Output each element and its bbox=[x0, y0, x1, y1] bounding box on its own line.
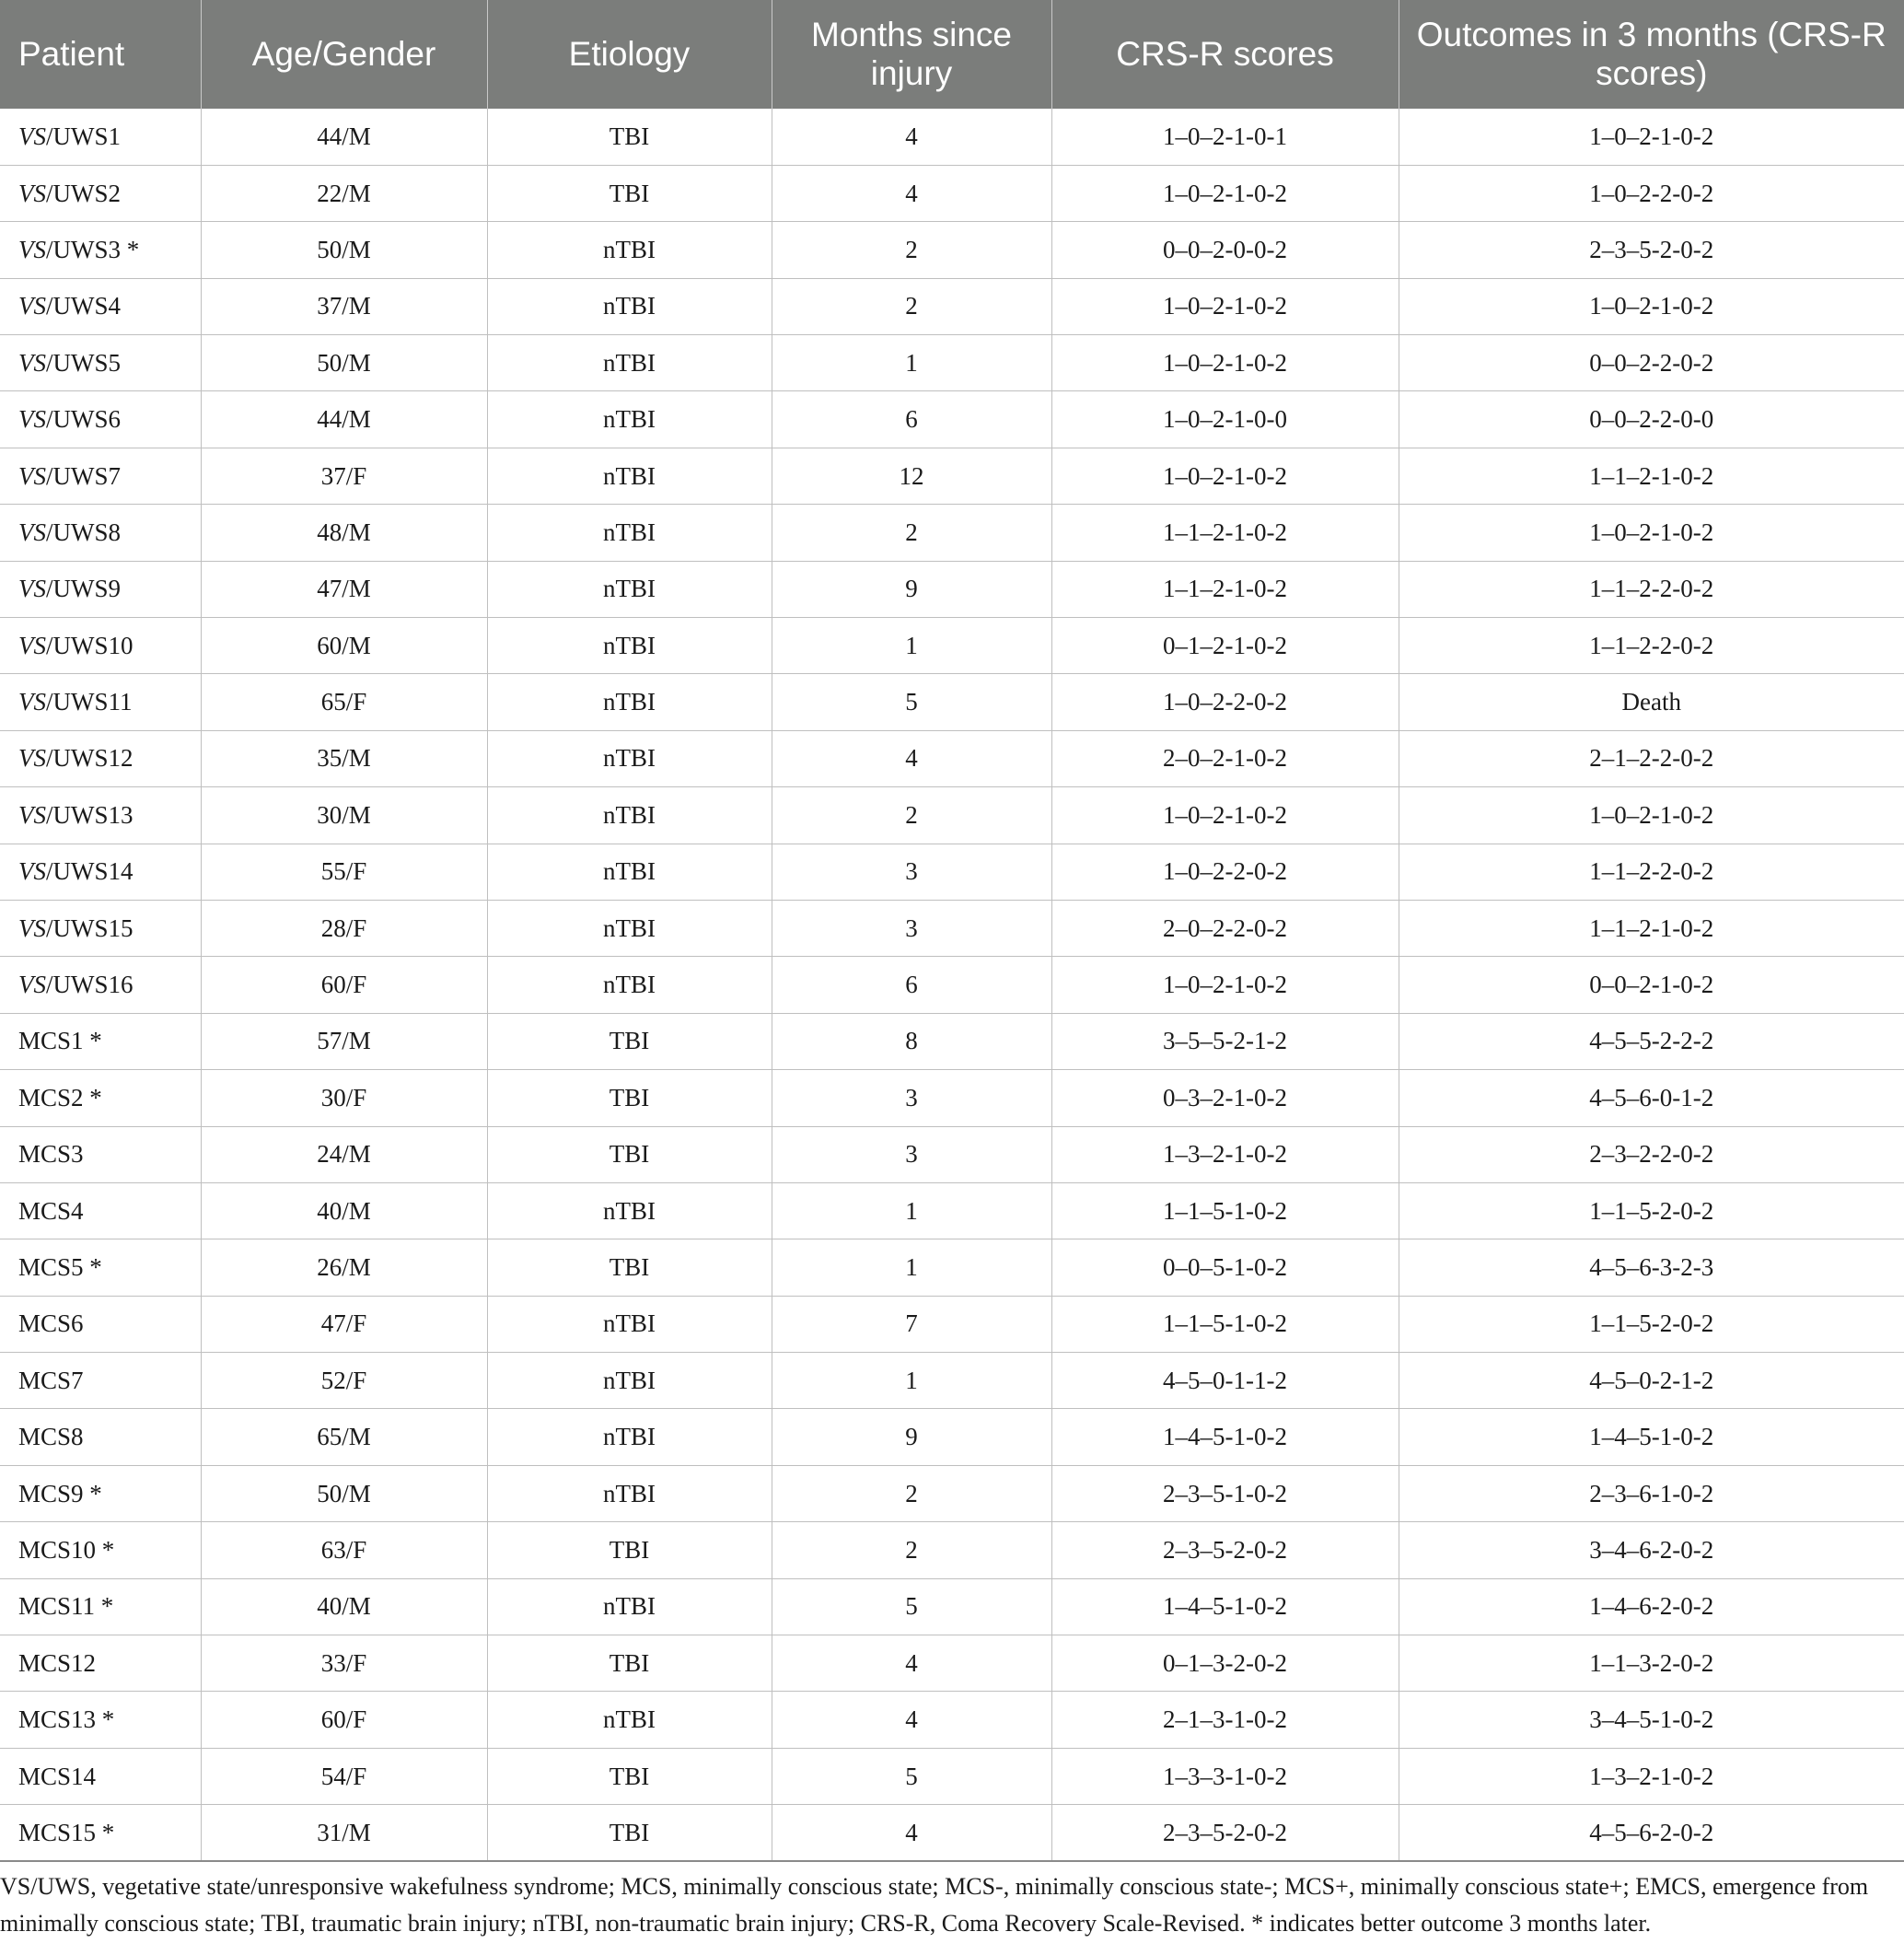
etiology-cell: TBI bbox=[487, 1013, 772, 1069]
table-row bbox=[0, 1522, 1904, 1578]
etiology-cell: nTBI bbox=[487, 1182, 772, 1239]
crs-r-cell: 1–1–2-1-0-2 bbox=[1051, 505, 1399, 561]
outcome-cell: 1–1–2-2-0-2 bbox=[1399, 561, 1904, 617]
etiology-cell: TBI bbox=[487, 1522, 772, 1578]
patient-cell bbox=[0, 505, 201, 561]
etiology-cell: nTBI bbox=[487, 1465, 772, 1521]
outcome-cell: 4–5–6-3-2-3 bbox=[1399, 1239, 1904, 1296]
months-cell: 4 bbox=[772, 1692, 1051, 1748]
etiology-cell: nTBI bbox=[487, 1578, 772, 1635]
outcome-cell: 1–0–2-1-0-2 bbox=[1399, 109, 1904, 165]
crs-r-cell: 0–0–2-0-0-2 bbox=[1051, 222, 1399, 278]
outcome-cell: 1–0–2-1-0-2 bbox=[1399, 505, 1904, 561]
months-cell: 2 bbox=[772, 222, 1051, 278]
crs-r-cell: 2–3–5-2-0-2 bbox=[1051, 1522, 1399, 1578]
table-row bbox=[0, 1805, 1904, 1861]
patient-cell bbox=[0, 900, 201, 956]
age-gender-cell: 26/M bbox=[201, 1239, 487, 1296]
patient-prefix: VS bbox=[18, 631, 46, 659]
age-gender-cell: 63/F bbox=[201, 1522, 487, 1578]
patient-id: /UWS3 * bbox=[46, 235, 140, 263]
patient-prefix: VS bbox=[18, 971, 46, 999]
crs-r-cell: 2–0–2-1-0-2 bbox=[1051, 730, 1399, 786]
patient-id: MCS11 * bbox=[18, 1592, 114, 1621]
patient-prefix: VS bbox=[18, 122, 46, 150]
etiology-cell: TBI bbox=[487, 165, 772, 221]
patient-cell bbox=[0, 109, 201, 165]
crs-r-cell: 0–1–3-2-0-2 bbox=[1051, 1635, 1399, 1692]
table-row bbox=[0, 561, 1904, 617]
age-gender-cell: 31/M bbox=[201, 1805, 487, 1861]
age-gender-cell: 54/F bbox=[201, 1748, 487, 1804]
table-row bbox=[0, 1465, 1904, 1521]
crs-r-cell: 0–0–5-1-0-2 bbox=[1051, 1239, 1399, 1296]
patient-cell bbox=[0, 1353, 201, 1409]
etiology-cell: TBI bbox=[487, 1070, 772, 1126]
outcome-cell: 2–3–6-1-0-2 bbox=[1399, 1465, 1904, 1521]
table-row bbox=[0, 1353, 1904, 1409]
patient-prefix: VS bbox=[18, 744, 46, 773]
patient-cell bbox=[0, 222, 201, 278]
months-cell: 2 bbox=[772, 787, 1051, 844]
patient-id: MCS8 bbox=[18, 1423, 84, 1451]
table-row bbox=[0, 1635, 1904, 1692]
etiology-cell: nTBI bbox=[487, 1353, 772, 1409]
age-gender-cell: 37/M bbox=[201, 278, 487, 334]
crs-r-cell: 1–0–2-1-0-2 bbox=[1051, 957, 1399, 1013]
etiology-cell: nTBI bbox=[487, 222, 772, 278]
crs-r-cell: 3–5–5-2-1-2 bbox=[1051, 1013, 1399, 1069]
crs-r-cell: 1–1–2-1-0-2 bbox=[1051, 561, 1399, 617]
patient-id: MCS15 * bbox=[18, 1818, 115, 1846]
age-gender-cell: 28/F bbox=[201, 900, 487, 956]
months-cell: 3 bbox=[772, 900, 1051, 956]
table-row bbox=[0, 900, 1904, 956]
patient-cell bbox=[0, 1522, 201, 1578]
months-cell: 5 bbox=[772, 674, 1051, 730]
patient-id: /UWS2 bbox=[46, 179, 121, 207]
patient-cell bbox=[0, 1692, 201, 1748]
patient-cell bbox=[0, 561, 201, 617]
crs-r-cell: 1–4–5-1-0-2 bbox=[1051, 1578, 1399, 1635]
patient-id: /UWS12 bbox=[46, 744, 134, 773]
age-gender-cell: 30/F bbox=[201, 1070, 487, 1126]
etiology-cell: nTBI bbox=[487, 448, 772, 504]
crs-r-cell: 1–0–2-2-0-2 bbox=[1051, 674, 1399, 730]
outcome-cell: 4–5–6-0-1-2 bbox=[1399, 1070, 1904, 1126]
crs-r-cell: 1–0–2-1-0-1 bbox=[1051, 109, 1399, 165]
months-cell: 3 bbox=[772, 1070, 1051, 1126]
patient-id: MCS6 bbox=[18, 1309, 84, 1338]
patient-cell bbox=[0, 1126, 201, 1182]
patient-prefix: VS bbox=[18, 348, 46, 377]
patient-cell bbox=[0, 335, 201, 391]
crs-r-cell: 0–3–2-1-0-2 bbox=[1051, 1070, 1399, 1126]
patient-id: MCS10 * bbox=[18, 1535, 115, 1564]
etiology-cell: nTBI bbox=[487, 957, 772, 1013]
table-row bbox=[0, 165, 1904, 221]
patient-id: /UWS11 bbox=[46, 688, 133, 716]
table-row bbox=[0, 844, 1904, 900]
months-cell: 9 bbox=[772, 1409, 1051, 1465]
crs-r-cell: 1–0–2-1-0-0 bbox=[1051, 391, 1399, 448]
etiology-cell: TBI bbox=[487, 1126, 772, 1182]
table-row bbox=[0, 222, 1904, 278]
etiology-cell: nTBI bbox=[487, 278, 772, 334]
months-cell: 3 bbox=[772, 1126, 1051, 1182]
patient-id: /UWS15 bbox=[46, 913, 134, 942]
crs-r-cell: 1–0–2-1-0-2 bbox=[1051, 448, 1399, 504]
header-etiology: Etiology bbox=[487, 0, 772, 109]
table-body bbox=[0, 109, 1904, 1861]
patient-id: MCS14 bbox=[18, 1762, 97, 1790]
crs-r-cell: 4–5–0-1-1-2 bbox=[1051, 1353, 1399, 1409]
patient-cell bbox=[0, 1239, 201, 1296]
age-gender-cell: 65/M bbox=[201, 1409, 487, 1465]
patient-cell bbox=[0, 844, 201, 900]
patient-id: MCS9 * bbox=[18, 1479, 102, 1507]
outcome-cell: 1–0–2-2-0-2 bbox=[1399, 165, 1904, 221]
months-cell: 1 bbox=[772, 1182, 1051, 1239]
outcome-cell: 0–0–2-1-0-2 bbox=[1399, 957, 1904, 1013]
etiology-cell: nTBI bbox=[487, 1296, 772, 1352]
table-row bbox=[0, 278, 1904, 334]
patient-prefix: VS bbox=[18, 857, 46, 886]
patient-prefix: VS bbox=[18, 461, 46, 490]
patient-id: /UWS1 bbox=[46, 122, 121, 150]
header-crs-r-scores: CRS-R scores bbox=[1051, 0, 1399, 109]
patient-id: MCS12 bbox=[18, 1648, 97, 1677]
patient-cell bbox=[0, 787, 201, 844]
age-gender-cell: 44/M bbox=[201, 391, 487, 448]
patient-cell bbox=[0, 1635, 201, 1692]
patient-cell bbox=[0, 674, 201, 730]
crs-r-cell: 1–3–2-1-0-2 bbox=[1051, 1126, 1399, 1182]
etiology-cell: TBI bbox=[487, 1635, 772, 1692]
table-row bbox=[0, 1182, 1904, 1239]
months-cell: 12 bbox=[772, 448, 1051, 504]
crs-r-cell: 1–0–2-1-0-2 bbox=[1051, 165, 1399, 221]
months-cell: 4 bbox=[772, 730, 1051, 786]
etiology-cell: nTBI bbox=[487, 505, 772, 561]
patient-id: MCS1 * bbox=[18, 1027, 102, 1055]
patient-id: /UWS9 bbox=[46, 575, 121, 603]
patient-prefix: VS bbox=[18, 575, 46, 603]
etiology-cell: nTBI bbox=[487, 844, 772, 900]
patient-id: /UWS5 bbox=[46, 348, 121, 377]
table-row bbox=[0, 448, 1904, 504]
outcome-cell: 1–1–5-2-0-2 bbox=[1399, 1296, 1904, 1352]
age-gender-cell: 44/M bbox=[201, 109, 487, 165]
patient-cell bbox=[0, 957, 201, 1013]
table-row bbox=[0, 1692, 1904, 1748]
patient-id: /UWS6 bbox=[46, 405, 121, 434]
crs-r-cell: 2–0–2-2-0-2 bbox=[1051, 900, 1399, 956]
outcome-cell: 1–1–3-2-0-2 bbox=[1399, 1635, 1904, 1692]
etiology-cell: TBI bbox=[487, 1748, 772, 1804]
months-cell: 1 bbox=[772, 335, 1051, 391]
patient-cell bbox=[0, 448, 201, 504]
etiology-cell: nTBI bbox=[487, 1692, 772, 1748]
outcome-cell: 0–0–2-2-0-2 bbox=[1399, 335, 1904, 391]
patient-cell bbox=[0, 1578, 201, 1635]
table-row bbox=[0, 1578, 1904, 1635]
patient-cell bbox=[0, 618, 201, 674]
header-months-since-injury: Months since injury bbox=[772, 0, 1051, 109]
age-gender-cell: 50/M bbox=[201, 222, 487, 278]
outcome-cell: 1–1–2-2-0-2 bbox=[1399, 844, 1904, 900]
patient-id: MCS7 bbox=[18, 1366, 84, 1394]
age-gender-cell: 47/M bbox=[201, 561, 487, 617]
months-cell: 1 bbox=[772, 618, 1051, 674]
outcome-cell: 1–0–2-1-0-2 bbox=[1399, 787, 1904, 844]
months-cell: 3 bbox=[772, 844, 1051, 900]
patient-prefix: VS bbox=[18, 179, 46, 207]
etiology-cell: TBI bbox=[487, 1805, 772, 1861]
outcome-cell: 1–0–2-1-0-2 bbox=[1399, 278, 1904, 334]
age-gender-cell: 60/F bbox=[201, 1692, 487, 1748]
crs-r-cell: 1–0–2-1-0-2 bbox=[1051, 787, 1399, 844]
patient-cell bbox=[0, 391, 201, 448]
patient-cell bbox=[0, 1070, 201, 1126]
table-header-row bbox=[0, 0, 1904, 109]
table-row bbox=[0, 1748, 1904, 1804]
outcome-cell: 1–4–5-1-0-2 bbox=[1399, 1409, 1904, 1465]
months-cell: 9 bbox=[772, 561, 1051, 617]
etiology-cell: nTBI bbox=[487, 730, 772, 786]
patient-cell bbox=[0, 1465, 201, 1521]
age-gender-cell: 48/M bbox=[201, 505, 487, 561]
patient-id: /UWS14 bbox=[46, 857, 134, 886]
outcome-cell: 0–0–2-2-0-0 bbox=[1399, 391, 1904, 448]
crs-r-cell: 1–0–2-2-0-2 bbox=[1051, 844, 1399, 900]
crs-r-cell: 2–1–3-1-0-2 bbox=[1051, 1692, 1399, 1748]
months-cell: 4 bbox=[772, 1635, 1051, 1692]
age-gender-cell: 35/M bbox=[201, 730, 487, 786]
months-cell: 1 bbox=[772, 1239, 1051, 1296]
age-gender-cell: 47/F bbox=[201, 1296, 487, 1352]
age-gender-cell: 60/F bbox=[201, 957, 487, 1013]
crs-r-cell: 1–3–3-1-0-2 bbox=[1051, 1748, 1399, 1804]
etiology-cell: nTBI bbox=[487, 391, 772, 448]
outcome-cell: 4–5–0-2-1-2 bbox=[1399, 1353, 1904, 1409]
patient-cell bbox=[0, 278, 201, 334]
crs-r-cell: 1–1–5-1-0-2 bbox=[1051, 1296, 1399, 1352]
patient-cell bbox=[0, 1182, 201, 1239]
months-cell: 6 bbox=[772, 391, 1051, 448]
months-cell: 5 bbox=[772, 1578, 1051, 1635]
age-gender-cell: 50/M bbox=[201, 1465, 487, 1521]
table-row bbox=[0, 730, 1904, 786]
age-gender-cell: 55/F bbox=[201, 844, 487, 900]
patient-id: /UWS13 bbox=[46, 800, 134, 829]
etiology-cell: nTBI bbox=[487, 561, 772, 617]
patient-id: MCS13 * bbox=[18, 1705, 115, 1734]
outcome-cell: 1–4–6-2-0-2 bbox=[1399, 1578, 1904, 1635]
outcome-cell: 1–1–2-1-0-2 bbox=[1399, 448, 1904, 504]
patient-prefix: VS bbox=[18, 292, 46, 320]
patient-id: /UWS10 bbox=[46, 631, 134, 659]
months-cell: 4 bbox=[772, 1805, 1051, 1861]
months-cell: 1 bbox=[772, 1353, 1051, 1409]
table-row bbox=[0, 787, 1904, 844]
table-row bbox=[0, 1070, 1904, 1126]
age-gender-cell: 65/F bbox=[201, 674, 487, 730]
table-row bbox=[0, 109, 1904, 165]
patient-prefix: VS bbox=[18, 688, 46, 716]
months-cell: 2 bbox=[772, 1522, 1051, 1578]
patient-id: MCS3 bbox=[18, 1140, 84, 1169]
months-cell: 2 bbox=[772, 505, 1051, 561]
crs-r-cell: 1–4–5-1-0-2 bbox=[1051, 1409, 1399, 1465]
header-outcomes: Outcomes in 3 months (CRS-R scores) bbox=[1399, 0, 1904, 109]
patient-prefix: VS bbox=[18, 405, 46, 434]
crs-r-cell: 2–3–5-2-0-2 bbox=[1051, 1805, 1399, 1861]
patient-cell bbox=[0, 1296, 201, 1352]
outcome-cell: 4–5–5-2-2-2 bbox=[1399, 1013, 1904, 1069]
patient-cell bbox=[0, 1805, 201, 1861]
outcome-cell: 2–3–2-2-0-2 bbox=[1399, 1126, 1904, 1182]
patient-id: MCS2 * bbox=[18, 1083, 102, 1111]
table-row bbox=[0, 505, 1904, 561]
header-patient: Patient bbox=[0, 0, 201, 109]
header-age-gender: Age/Gender bbox=[201, 0, 487, 109]
patient-prefix: VS bbox=[18, 800, 46, 829]
months-cell: 4 bbox=[772, 109, 1051, 165]
table-row bbox=[0, 1409, 1904, 1465]
outcome-cell: 1–1–2-1-0-2 bbox=[1399, 900, 1904, 956]
etiology-cell: TBI bbox=[487, 109, 772, 165]
patient-id: /UWS7 bbox=[46, 461, 121, 490]
etiology-cell: nTBI bbox=[487, 1409, 772, 1465]
age-gender-cell: 30/M bbox=[201, 787, 487, 844]
crs-r-cell: 1–1–5-1-0-2 bbox=[1051, 1182, 1399, 1239]
age-gender-cell: 33/F bbox=[201, 1635, 487, 1692]
etiology-cell: TBI bbox=[487, 1239, 772, 1296]
months-cell: 8 bbox=[772, 1013, 1051, 1069]
table-row bbox=[0, 1296, 1904, 1352]
age-gender-cell: 22/M bbox=[201, 165, 487, 221]
patient-id: /UWS8 bbox=[46, 518, 121, 546]
outcome-cell: 3–4–5-1-0-2 bbox=[1399, 1692, 1904, 1748]
patient-prefix: VS bbox=[18, 913, 46, 942]
table-row bbox=[0, 618, 1904, 674]
patient-cell bbox=[0, 165, 201, 221]
age-gender-cell: 24/M bbox=[201, 1126, 487, 1182]
etiology-cell: nTBI bbox=[487, 618, 772, 674]
outcome-cell: 1–1–5-2-0-2 bbox=[1399, 1182, 1904, 1239]
months-cell: 7 bbox=[772, 1296, 1051, 1352]
outcome-cell: 4–5–6-2-0-2 bbox=[1399, 1805, 1904, 1861]
outcome-cell: 1–3–2-1-0-2 bbox=[1399, 1748, 1904, 1804]
patient-cell bbox=[0, 1013, 201, 1069]
table-row bbox=[0, 1126, 1904, 1182]
age-gender-cell: 57/M bbox=[201, 1013, 487, 1069]
months-cell: 6 bbox=[772, 957, 1051, 1013]
months-cell: 4 bbox=[772, 165, 1051, 221]
table-row bbox=[0, 1013, 1904, 1069]
age-gender-cell: 37/F bbox=[201, 448, 487, 504]
outcome-cell: 2–3–5-2-0-2 bbox=[1399, 222, 1904, 278]
patient-cell bbox=[0, 1409, 201, 1465]
table-row bbox=[0, 674, 1904, 730]
etiology-cell: nTBI bbox=[487, 335, 772, 391]
etiology-cell: nTBI bbox=[487, 900, 772, 956]
patient-id: MCS5 * bbox=[18, 1253, 102, 1281]
etiology-cell: nTBI bbox=[487, 787, 772, 844]
outcome-cell: 3–4–6-2-0-2 bbox=[1399, 1522, 1904, 1578]
crs-r-cell: 1–0–2-1-0-2 bbox=[1051, 278, 1399, 334]
age-gender-cell: 40/M bbox=[201, 1182, 487, 1239]
etiology-cell: nTBI bbox=[487, 674, 772, 730]
age-gender-cell: 52/F bbox=[201, 1353, 487, 1409]
patient-id: MCS4 bbox=[18, 1196, 84, 1225]
months-cell: 5 bbox=[772, 1748, 1051, 1804]
age-gender-cell: 60/M bbox=[201, 618, 487, 674]
outcome-cell: 2–1–2-2-0-2 bbox=[1399, 730, 1904, 786]
age-gender-cell: 40/M bbox=[201, 1578, 487, 1635]
crs-r-cell: 0–1–2-1-0-2 bbox=[1051, 618, 1399, 674]
patient-cell bbox=[0, 1748, 201, 1804]
months-cell: 2 bbox=[772, 1465, 1051, 1521]
patient-cell bbox=[0, 730, 201, 786]
months-cell: 2 bbox=[772, 278, 1051, 334]
crs-r-cell: 2–3–5-1-0-2 bbox=[1051, 1465, 1399, 1521]
patient-id: /UWS4 bbox=[46, 292, 121, 320]
table-row bbox=[0, 957, 1904, 1013]
table-row bbox=[0, 335, 1904, 391]
table-row bbox=[0, 1239, 1904, 1296]
patient-prefix: VS bbox=[18, 518, 46, 546]
table-row bbox=[0, 391, 1904, 448]
crs-r-cell: 1–0–2-1-0-2 bbox=[1051, 335, 1399, 391]
patient-id: /UWS16 bbox=[46, 971, 134, 999]
table-footnote: VS/UWS, vegetative state/unresponsive wakefulness syndrome; MCS, minimally conscious state; MCS-, minimally conscious state-; MCS+, minimally conscious state+; EMCS, emergence from minimally conscious state; TBI, traumatic brain injury; nTBI, non-traumatic brain injury; CRS-R, Coma Recovery Scale-Revised. * indicates better outcome 3 months later. bbox=[0, 1873, 1869, 1937]
age-gender-cell: 50/M bbox=[201, 335, 487, 391]
patient-prefix: VS bbox=[18, 235, 46, 263]
outcome-cell: Death bbox=[1399, 674, 1904, 730]
outcome-cell: 1–1–2-2-0-2 bbox=[1399, 618, 1904, 674]
